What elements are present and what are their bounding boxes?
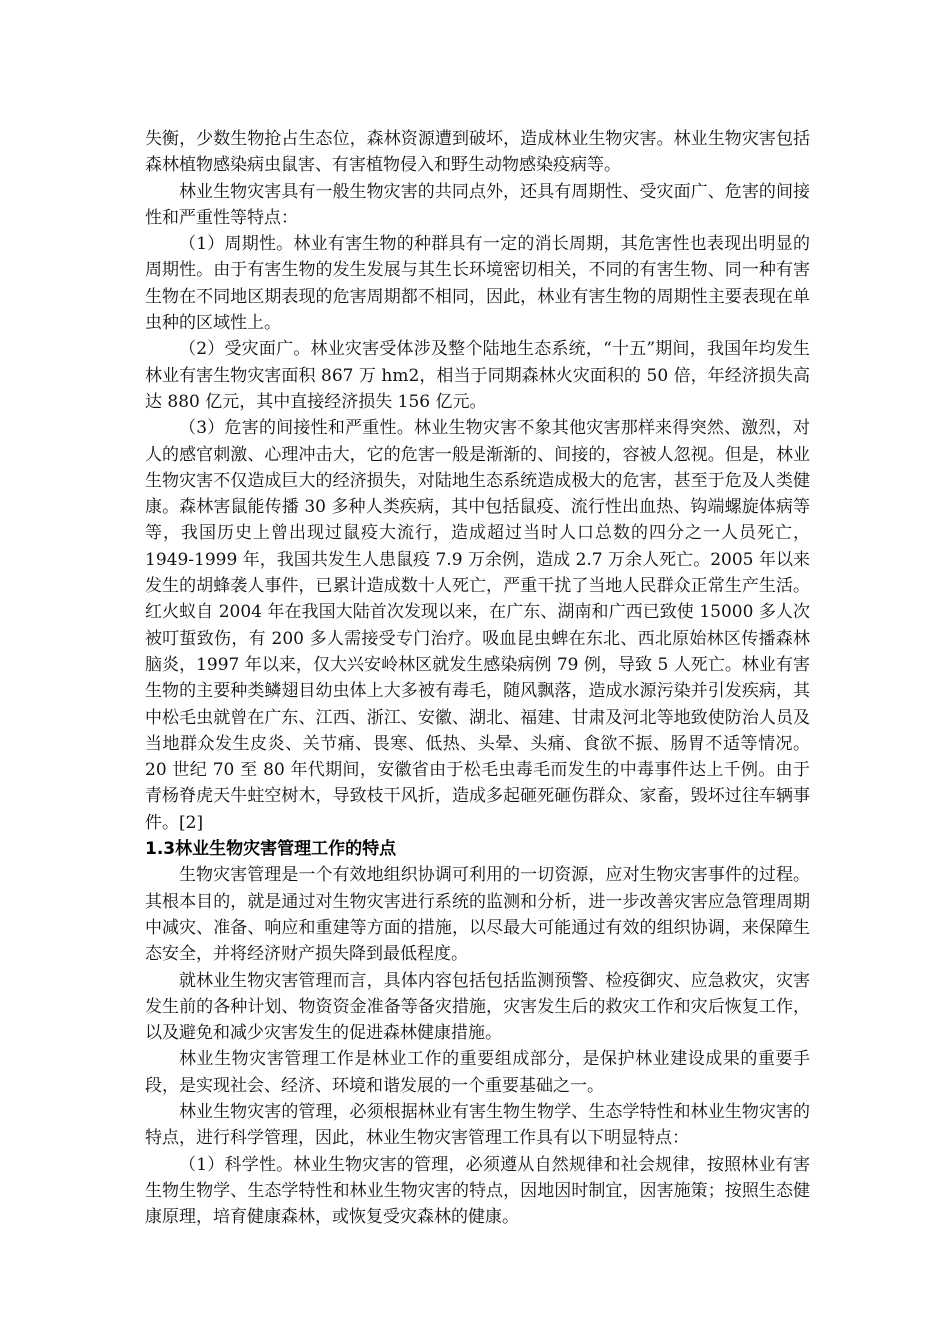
paragraph-management-importance: 林业生物灾害管理工作是林业工作的重要组成部分，是保护林业建设成果的重要手段，是实现社会、经济、环境和谐发展的一个重要基础之一。 [145, 1049, 810, 1096]
paragraph-indirect-severity: （3）危害的间接性和严重性。林业生物灾害不象其他灾害那样来得突然、激烈，对人的感官刺激、心理冲击大，它的危害一般是渐渐的、间接的，容被人忽视。但是，林业生物灾害不仅造成巨大的经济损失，对陆地生态系统造成极大的危害，甚至于危及人类健康。森林害鼠能传播 30 多种人类疾病，其中包括鼠疫、流行性出血热、钩端螺旋体病等等，我国历史上曾出现过鼠疫大流行，造成超过当时人口总数的四分之一人员死亡，1949-1999 年，我国共发生人患鼠疫 7.9 万余例，造成 2.7 万余人死亡。2005 年以来发生的胡蜂袭人事件，已累计造成数十人死亡，严重干扰了当地人民群众正常生产生活。红火蚁自 2004 年在我国大陆首次发现以来，在广东、湖南和广西已致使 15000 多人次被叮蜇致伤，有 200 多人需接受专门治疗。吸血昆虫蜱在东北、西北原始林区传播森林脑炎，1997 年以来，仅大兴安岭林区就发生感染病例 79 例，导致 5 人死亡。林业有害生物的主要种类鳞翅目幼虫体上大多被有毒毛，随风飘落，造成水源污染并引发疾病，其中松毛虫就曾在广东、江西、浙江、安徽、湖北、福建、甘肃及河北等地致使防治人员及当地群众发生皮炎、关节痛、畏寒、低热、头晕、头痛、食欲不振、肠胃不适等情况。20 世纪 70 至 80 年代期间，安徽省由于松毛虫毒毛而发生的中毒事件达上千例。由于青杨脊虎天牛蛀空树木，导致枝干风折，造成多起砸死砸伤群众、家畜，毁坏过往车辆事件。[2] [145, 418, 810, 833]
paragraph-periodicity: （1）周期性。林业有害生物的种群具有一定的消长周期，其危害性也表现出明显的周期性。由于有害生物的发生发展与其生长环境密切相关，不同的有害生物、同一种有害生物在不同地区期表现的危害周期都不相同，因此，林业有害生物的周期性主要表现在单虫种的区域性上。 [145, 234, 810, 334]
paragraph-continuation: 失衡，少数生物抢占生态位，森林资源遭到破坏，造成林业生物灾害。林业生物灾害包括森林植物感染病虫鼠害、有害植物侵入和野生动物感染疫病等。 [145, 129, 810, 176]
paragraph-characteristics-intro: 林业生物灾害具有一般生物灾害的共同点外，还具有周期性、受灾面广、危害的间接性和严重性等特点： [145, 181, 810, 228]
paragraph-wide-area: （2）受灾面广。林业灾害受体涉及整个陆地生态系统，“十五”期间，我国年均发生林业有害生物灾害面积 867 万 hm2，相当于同期森林火灾面积的 50 倍，年经济损失高达 880 亿元，其中直接经济损失 156 亿元。 [145, 339, 810, 412]
paragraph-management-content: 就林业生物灾害管理而言，具体内容包括包括监测预警、检疫御灾、应急救灾，灾害发生前的各种计划、物资资金准备等备灾措施，灾害发生后的救灾工作和灾后恢复工作，以及避免和减少灾害发生的促进森林健康措施。 [145, 970, 810, 1044]
document-page [145, 126, 810, 1230]
section-heading: 1.3林业生物灾害管理工作的特点 [145, 839, 397, 860]
paragraph-scientific: （1）科学性。林业生物灾害的管理，必须遵从自然规律和社会规律，按照林业有害生物生物学、生态学特性和林业生物灾害的特点，因地因时制宜，因害施策；按照生态健康原理，培育健康森林，或恢复受灾森林的健康。 [145, 1154, 810, 1228]
paragraph-management-definition: 生物灾害管理是一个有效地组织协调可利用的一切资源，应对生物灾害事件的过程。其根本目的，就是通过对生物灾害进行系统的监测和分析，进一步改善灾害应急管理周期中减灾、准备、响应和重建等方面的措施，以尽最大可能通过有效的组织协调，来保障生态安全，并将经济财产损失降到最低程度。 [145, 865, 810, 965]
paragraph-management-features-intro: 林业生物灾害的管理，必须根据林业有害生物生物学、生态学特性和林业生物灾害的特点，进行科学管理，因此，林业生物灾害管理工作具有以下明显特点： [145, 1101, 810, 1149]
